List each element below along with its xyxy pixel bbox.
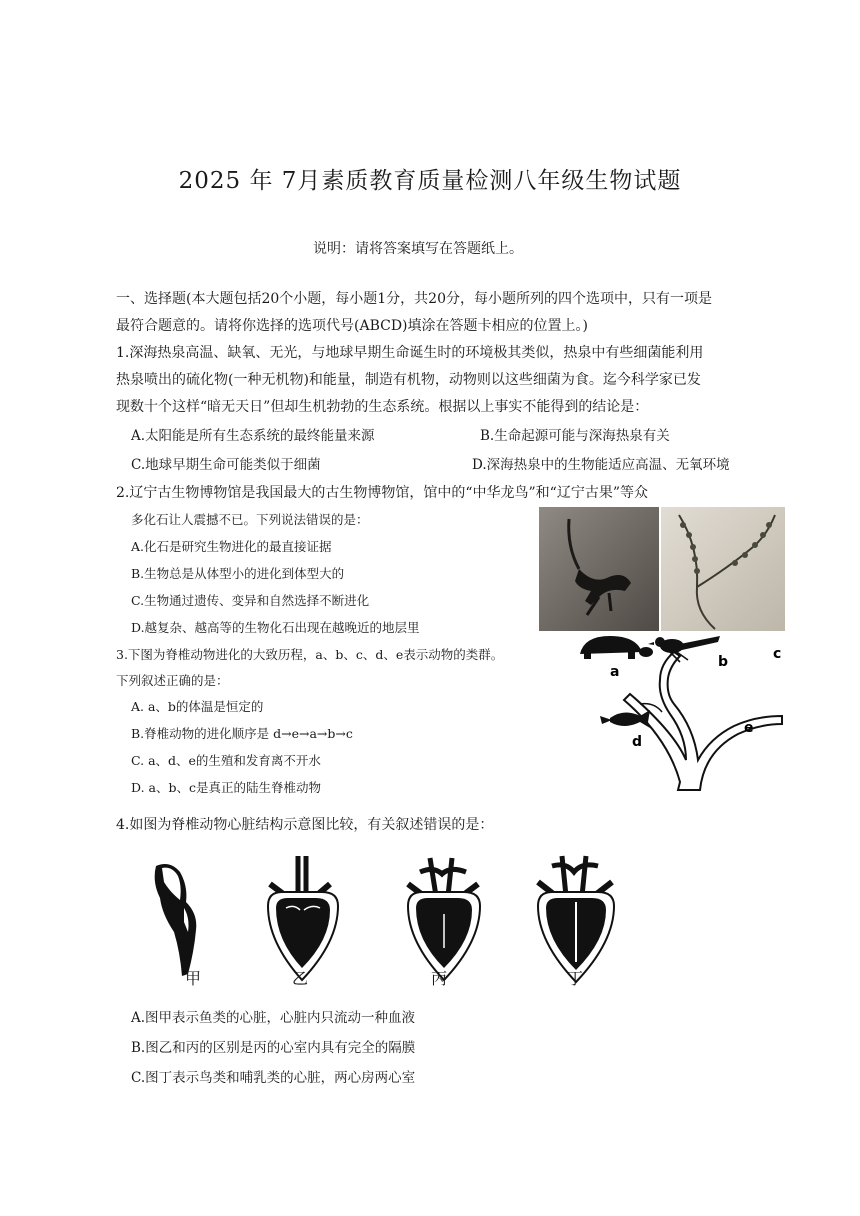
label-e: e: [744, 720, 754, 736]
instruction-note: 说明：请将答案填写在答题纸上。: [313, 241, 523, 257]
label-b: b: [718, 654, 729, 670]
q4-option-a: A.图甲表示鱼类的心脏，心脏内只流动一种血液: [131, 1010, 416, 1026]
q3-stem-line-2: 下列叙述正确的是：: [116, 673, 229, 688]
label-a: a: [610, 664, 620, 680]
q2-option-b: B.生物总是从体型小的进化到体型大的: [131, 566, 345, 581]
q1-option-b: B.生命起源可能与深海热泉有关: [480, 428, 670, 444]
reptile-heart-icon: [408, 858, 480, 980]
section-heading-line-1: 一、选择题(本大题包括20个小题，每小题1分，共20分，每小题所列的四个选项中，只有一项是: [116, 291, 712, 307]
heart-label-ding: 丁: [567, 969, 584, 988]
q2-option-a: A.化石是研究生物进化的最直接证据: [131, 539, 332, 554]
fish-heart-icon: [155, 864, 197, 976]
heart-label-bing: 丙: [431, 969, 448, 988]
bird-mammal-heart-icon: [538, 856, 614, 982]
section-heading-line-2: 最符合题意的。请将你选择的选项代号(ABCD)填涂在答题卡相应的位置上。): [116, 318, 588, 334]
heart-comparison-diagram: [140, 852, 620, 992]
q1-stem-line-1: 1.深海热泉高温、缺氧、无光，与地球早期生命诞生时的环境极其类似，热泉中有些细菌能利用: [116, 345, 704, 361]
q1-option-c: C.地球早期生命可能类似于细菌: [131, 457, 321, 473]
q3-option-c: C. a、d、e的生殖和发育离不开水: [131, 753, 321, 768]
heart-label-yi: 乙: [292, 969, 309, 988]
q2-stem-line-2: 多化石让人震撼不已。下列说法错误的是：: [131, 512, 369, 527]
q3-option-b: B.脊椎动物的进化顺序是 d→e→a→b→c: [131, 726, 353, 741]
amphibian-heart-icon: [268, 856, 338, 980]
q3-option-a: A. a、b的体温是恒定的: [131, 699, 264, 714]
q1-stem-line-2: 热泉喷出的硫化物(一种无机物)和能量，制造有机物，动物则以这些细菌为食。迄今科学家已发: [116, 372, 701, 388]
label-d: d: [632, 734, 643, 750]
q4-stem-line-1: 4.如图为脊椎动物心脏结构示意图比较，有关叙述错误的是：: [116, 817, 494, 833]
turtle-icon: [580, 636, 653, 659]
dinobird-fossil-image: [539, 507, 659, 631]
q1-option-d: D.深海热泉中的生物能适应高温、无氧环境: [472, 457, 730, 473]
q1-option-a: A.太阳能是所有生态系统的最终能量来源: [131, 428, 375, 444]
bird-icon: [648, 636, 720, 662]
q3-stem-line-1: 3.下图为脊椎动物进化的大致历程，a、b、c、d、e表示动物的类群。: [116, 647, 504, 662]
q2-option-d: D.越复杂、越高等的生物化石出现在越晚近的地层里: [131, 620, 420, 635]
q4-option-c: C.图丁表示鸟类和哺乳类的心脏，两心房两心室: [131, 1070, 416, 1086]
label-c: c: [773, 646, 782, 662]
page-title: 2025 年 7月素质教育质量检测八年级生物试题: [178, 168, 682, 194]
q4-option-b: B.图乙和丙的区别是丙的心室内具有完全的隔膜: [131, 1040, 416, 1056]
q3-option-d: D. a、b、c是真正的陆生脊椎动物: [131, 780, 321, 795]
q2-stem-line-1: 2.辽宁古生物博物馆是我国最大的古生物博物馆，馆中的“中华龙鸟”和“辽宁古果”等众: [116, 485, 648, 501]
fossil-photos: [539, 507, 785, 631]
heart-label-jia: 甲: [185, 969, 202, 988]
vertebrate-evolution-tree: [570, 632, 785, 792]
q1-stem-line-3: 现数十个这样“暗无天日”但却生机勃勃的生态系统。根据以上事实不能得到的结论是：: [116, 399, 649, 415]
q2-option-c: C.生物通过遗传、变异和自然选择不断进化: [131, 593, 370, 608]
liaoning-fruit-fossil-image: [661, 507, 785, 631]
